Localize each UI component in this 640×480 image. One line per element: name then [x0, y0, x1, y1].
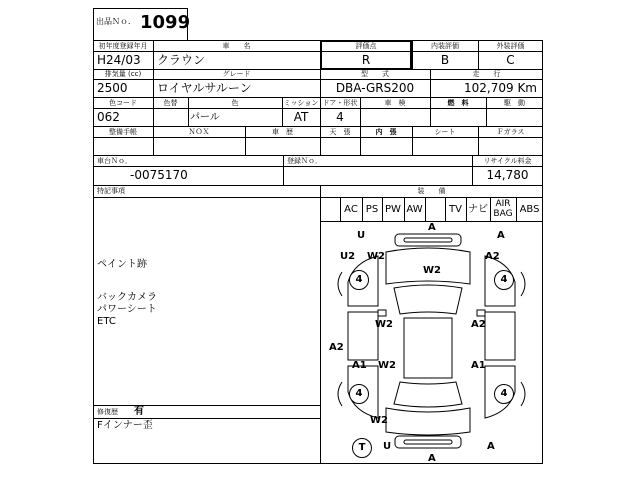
- color-code: 062: [97, 110, 120, 124]
- damage-left-rear-door: A1: [352, 360, 367, 371]
- lot-label: 出品Ｎｏ．: [96, 17, 136, 26]
- registration-label: 登録Ｎｏ．: [287, 157, 322, 165]
- history-label: 車 歴: [272, 128, 293, 136]
- damage-front-right-corner: A: [497, 230, 505, 241]
- mileage-label: 走 行: [472, 70, 501, 78]
- repair-value: 有: [134, 406, 144, 417]
- mission-label: ミッション: [283, 99, 319, 107]
- equip-tv: TV: [449, 204, 462, 215]
- name-label: 車 名: [222, 42, 251, 50]
- overall-score: R: [361, 53, 371, 67]
- seat-label: シート: [434, 128, 456, 136]
- equip-ps: PS: [365, 204, 379, 215]
- inspection-label: 車 検: [384, 99, 406, 107]
- damage-windshield: W2: [423, 265, 441, 276]
- damage-left-front-door: W2: [375, 319, 393, 330]
- damage-front-bumper: A: [428, 222, 436, 233]
- drive-label: 駆 動: [504, 99, 525, 107]
- note-etc: ETC: [97, 316, 116, 327]
- score-label: 評価点: [355, 42, 377, 50]
- exterior-score-label: 外装評価: [496, 42, 525, 50]
- exterior-score: C: [506, 53, 515, 67]
- sunroof-label: 天 張: [329, 128, 351, 136]
- color-label: 色: [231, 99, 239, 107]
- doors: 4: [336, 110, 344, 124]
- recycle-fee: 14,780: [486, 168, 529, 182]
- model-label: 型 式: [361, 70, 389, 78]
- interior-trim-label: 内 張: [375, 128, 397, 136]
- damage-rear-left-corner: U: [383, 441, 392, 452]
- grade-label: グレード: [222, 70, 251, 78]
- grade: ロイヤルサルーン: [157, 81, 252, 95]
- color-code-label: 色コード: [109, 99, 137, 107]
- equip-airbag: AIR BAG: [493, 199, 513, 219]
- damage-front-left-corner: U: [357, 230, 366, 241]
- repair-label: 修復歴: [97, 408, 118, 416]
- equip-navi: ナビ: [468, 204, 488, 215]
- doors-label: ドア・形状: [322, 99, 358, 107]
- damage-rear-bumper: A: [428, 453, 436, 464]
- tire-rear-right: 4: [494, 384, 514, 404]
- note-paint: ペイント跡: [97, 259, 147, 270]
- damage-right-front-door: A2: [471, 319, 486, 330]
- equip-aw: AW: [406, 204, 423, 215]
- lot-number: 1099: [140, 12, 191, 33]
- interior-score-label: 内装評価: [431, 42, 459, 50]
- note-power-seat: パワーシート: [97, 304, 157, 315]
- damage-rear-left: W2: [370, 415, 388, 426]
- color-name: パール: [190, 112, 220, 123]
- spare-tire: T: [352, 438, 372, 458]
- note-inner-dent: Fインナー歪: [97, 420, 153, 431]
- car-name: クラウン: [157, 53, 206, 67]
- damage-rear-right-corner: A: [487, 441, 495, 452]
- fuel-label: 燃 料: [447, 99, 469, 107]
- equip-ac: AC: [344, 204, 358, 215]
- chassis-number: -0075170: [130, 168, 188, 182]
- damage-left-side: A2: [329, 342, 344, 353]
- damage-left-fender: U2: [340, 251, 356, 262]
- tire-front-left: 4: [349, 270, 369, 290]
- recycle-label: リサイクル料金: [483, 157, 532, 165]
- displacement: 2500: [97, 81, 128, 95]
- damage-left-quarter: W2: [378, 360, 396, 371]
- chassis-label: 車台Ｎｏ．: [97, 157, 132, 165]
- color-change-label: 色替: [163, 99, 178, 107]
- tire-rear-left: 4: [349, 384, 369, 404]
- transmission: AT: [293, 110, 309, 124]
- damage-left-pillar: W2: [367, 251, 385, 262]
- year-label: 初年度登録年月: [98, 42, 148, 50]
- notes-label: 特記事項: [97, 187, 125, 195]
- nox-label: ＮＯＸ: [188, 128, 210, 136]
- displacement-label: 排気量 (cc): [104, 70, 142, 78]
- tire-front-right: 4: [494, 270, 514, 290]
- damage-right-fender: A2: [485, 251, 500, 262]
- damage-right-rear-door: A1: [471, 360, 486, 371]
- model-code: DBA-GRS200: [335, 81, 415, 95]
- first-registration: H24/03: [97, 53, 141, 67]
- mileage: 102,709 Km: [464, 81, 537, 95]
- equip-abs: ABS: [519, 204, 540, 215]
- interior-score: B: [440, 53, 450, 67]
- fglass-label: Ｆガラス: [496, 128, 525, 136]
- equipment-label: 装 備: [417, 187, 446, 195]
- manual-label: 整備手帳: [109, 128, 137, 136]
- equip-pw: PW: [385, 204, 401, 215]
- note-back-camera: バックカメラ: [97, 292, 157, 303]
